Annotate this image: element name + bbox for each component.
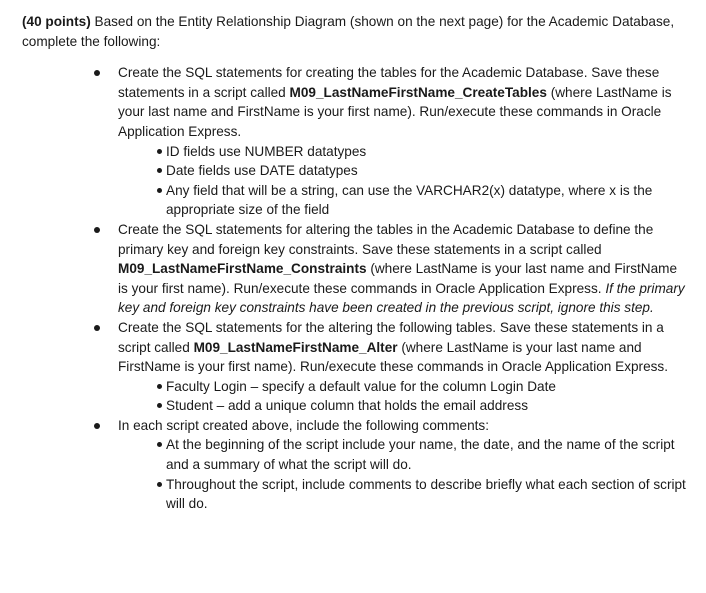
- bullet-icon: [157, 149, 162, 154]
- instruction-create-tables: [22, 63, 686, 220]
- intro-paragraph: [22, 12, 686, 51]
- intro-text: Based on the Entity Relationship Diagram (shown on the next page) for the Academic Database, complete the following:: [22, 14, 675, 49]
- instruction-alter: [22, 318, 686, 416]
- bullet-icon: [94, 423, 100, 429]
- sub-item-text: Any field that will be a string, can use the VARCHAR2(x) datatype, where x is the appropriate size of the field: [166, 182, 653, 218]
- comments-sublist: [118, 435, 686, 513]
- instruction-text: Create the SQL statements for altering the tables in the Academic Database to define the primary key and foreign key constraints. Save these statements in a script called: [118, 221, 654, 257]
- assignment-document: [22, 12, 686, 514]
- sub-item-text: At the beginning of the script include your name, the date, and the name of the script and a summary of what the script will do.: [166, 437, 675, 473]
- bullet-icon: [157, 188, 162, 193]
- bullet-icon: [94, 325, 100, 331]
- sub-item: [118, 377, 686, 397]
- instruction-text: (where LastName is your last name and FirstName is your first name). Run/execute these commands in Oracle Application Express.: [118, 84, 672, 139]
- sub-item-text: ID fields use NUMBER datatypes: [166, 143, 367, 159]
- bullet-icon: [157, 442, 162, 447]
- bullet-icon: [157, 482, 162, 487]
- sub-item: [118, 142, 686, 162]
- sub-item-text: Throughout the script, include comments to describe briefly what each section of script will do.: [166, 476, 686, 512]
- instruction-text: (where LastName is your last name and FirstName is your first name). Run/execute these commands in Oracle Application Express.: [118, 261, 678, 296]
- script-name: M09_LastNameFirstName_Constraints: [118, 261, 367, 277]
- sub-item: [118, 435, 686, 474]
- script-name: M09_LastNameFirstName_Alter: [193, 339, 398, 355]
- sub-item: [118, 396, 686, 416]
- script-name: M09_LastNameFirstName_CreateTables: [289, 84, 547, 100]
- alter-sublist: [118, 377, 686, 416]
- bullet-icon: [94, 227, 100, 233]
- sub-item-text: Date fields use DATE datatypes: [166, 163, 358, 179]
- instruction-comments: [22, 416, 686, 514]
- points-label: (40 points): [22, 14, 91, 29]
- bullet-icon: [157, 403, 162, 408]
- instruction-text: Create the SQL statements for the altering the following tables. Save these statements in a script called: [118, 319, 664, 355]
- sub-item-text: Student – add a unique column that holds the email address: [166, 398, 528, 414]
- instruction-text: Create the SQL statements for creating the tables for the Academic Database. Save these statements in a script called: [118, 65, 660, 100]
- instruction-text: (where LastName is your last name and FirstName is your first name). Run/execute these commands in Oracle Application Express.: [118, 339, 669, 375]
- instruction-note: If the primary key and foreign key constraints have been created in the previous script, ignore this step.: [118, 280, 685, 316]
- sub-item: [118, 475, 686, 514]
- instruction-list: [22, 63, 686, 514]
- sub-item: [118, 181, 686, 220]
- sub-item: [118, 161, 686, 181]
- datatype-sublist: [118, 142, 686, 220]
- bullet-icon: [94, 70, 100, 76]
- bullet-icon: [157, 384, 162, 389]
- bullet-icon: [157, 168, 162, 173]
- instruction-text: In each script created above, include the following comments:: [118, 417, 490, 433]
- sub-item-text: Faculty Login – specify a default value for the column Login Date: [166, 378, 556, 394]
- instruction-constraints: [22, 220, 686, 318]
